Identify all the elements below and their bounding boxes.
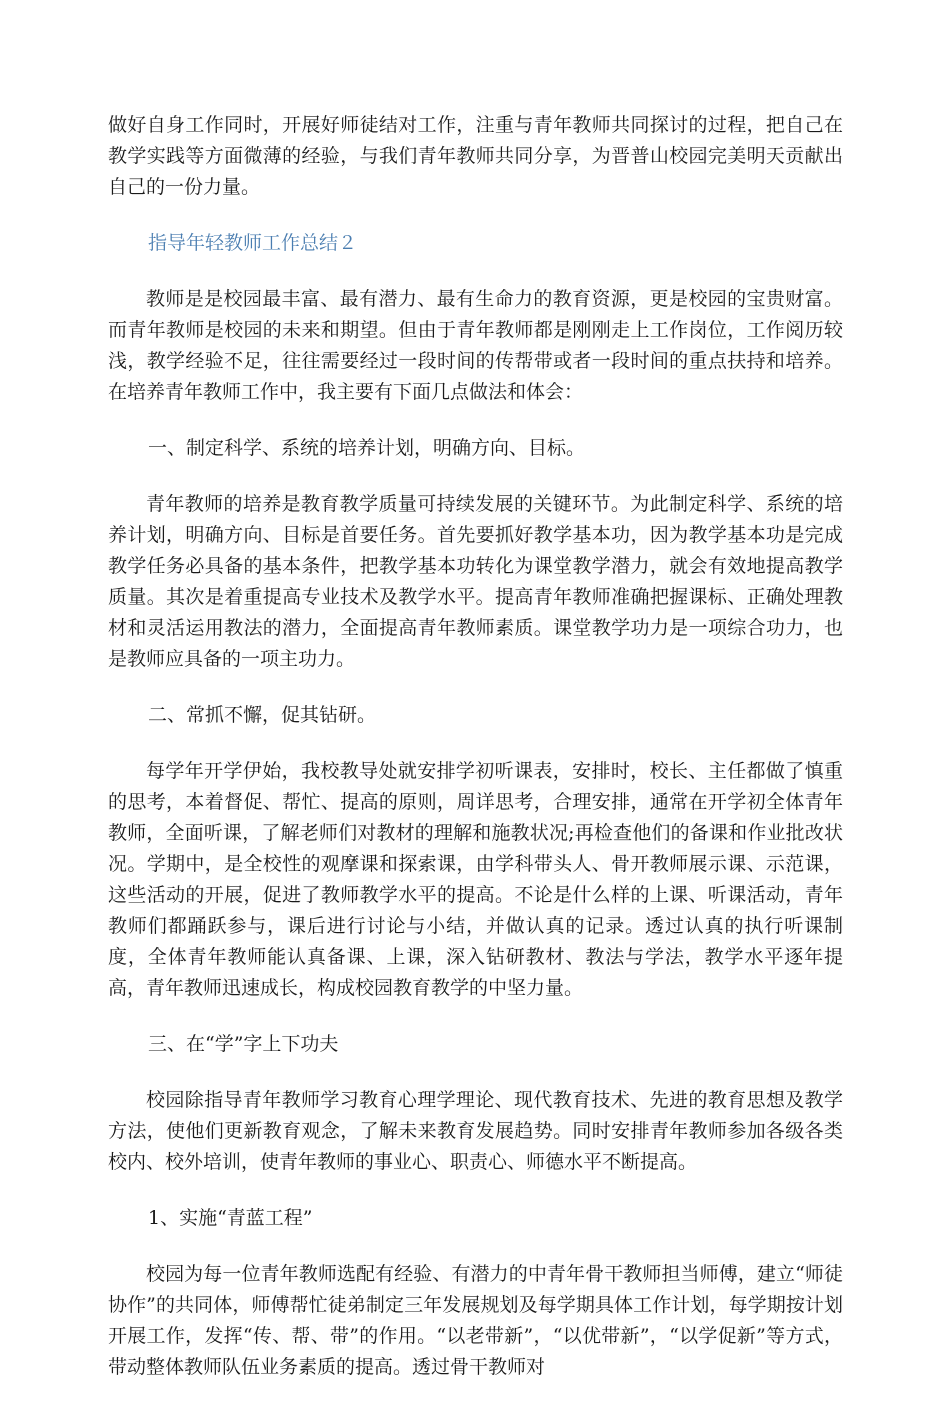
subheading-1: 一、制定科学、系统的培养计划，明确方向、目标。 [148, 437, 586, 459]
subheading-2: 二、常抓不懈，促其钻研。 [148, 704, 377, 726]
paragraph-intro: 做好自身工作同时，开展好师徒结对工作，注重与青年教师共同探讨的过程，把自己在教学实践等方面微薄的经验，与我们青年教师共同分享，为晋普山校园完美明天贡献出自己的一份力量。 [108, 114, 843, 198]
section-heading: 指导年轻教师工作总结２ [148, 232, 358, 254]
paragraph-4: 校园除指导青年教师学习教育心理学理论、现代教育技术、先进的教育思想及教学方法，使他们更新教育观念，了解未来教育发展趋势。同时安排青年教师参加各级各类校内、校外培训，使青年教师的事业心、职责心、师德水平不断提高。 [108, 1089, 843, 1173]
paragraph-5: 校园为每一位青年教师选配有经验、有潜力的中青年骨干教师担当师傅，建立“师徒协作”的共同体，师傅帮忙徒弟制定三年发展规划及每学期具体工作计划，每学期按计划开展工作，发挥“传、帮、带”的作用。“以老带新”，“以优带新”，“以学促新”等方式，带动整体教师队伍业务素质的提高。透过骨干教师对 [108, 1263, 843, 1378]
subheading-3: 三、在“学”字上下功夫 [148, 1033, 339, 1055]
subheading-4: 1、实施“青蓝工程” [148, 1207, 313, 1229]
paragraph-1: 教师是是校园最丰富、最有潜力、最有生命力的教育资源，更是校园的宝贵财富。而青年教师是校园的未来和期望。但由于青年教师都是刚刚走上工作岗位，工作阅历较浅，教学经验不足，往往需要经过一段时间的传帮带或者一段时间的重点扶持和培养。在培养青年教师工作中，我主要有下面几点做法和体会： [108, 288, 843, 403]
paragraph-2: 青年教师的培养是教育教学质量可持续发展的关键环节。为此制定科学、系统的培养计划，明确方向、目标是首要任务。首先要抓好教学基本功，因为教学基本功是完成教学任务必具备的基本条件，把教学基本功转化为课堂教学潜力，就会有效地提高教学质量。其次是着重提高专业技术及教学水平。提高青年教师准确把握课标、正确处理教材和灵活运用教法的潜力，全面提高青年教师素质。课堂教学功力是一项综合功力，也是教师应具备的一项主功力。 [108, 493, 843, 670]
document-page [108, 110, 843, 1408]
paragraph-3: 每学年开学伊始，我校教导处就安排学初听课表，安排时，校长、主任都做了慎重的思考，本着督促、帮忙、提高的原则，周详思考，合理安排，通常在开学初全体青年教师，全面听课，了解老师们对教材的理解和施教状况;再检查他们的备课和作业批改状况。学期中，是全校性的观摩课和探索课，由学科带头人、骨开教师展示课、示范课，这些活动的开展，促进了教师教学水平的提高。不论是什么样的上课、听课活动，青年教师们都踊跃参与，课后进行讨论与小结，并做认真的记录。透过认真的执行听课制度，全体青年教师能认真备课、上课，深入钻研教材、教法与学法，教学水平逐年提高，青年教师迅速成长，构成校园教育教学的中坚力量。 [108, 760, 843, 999]
